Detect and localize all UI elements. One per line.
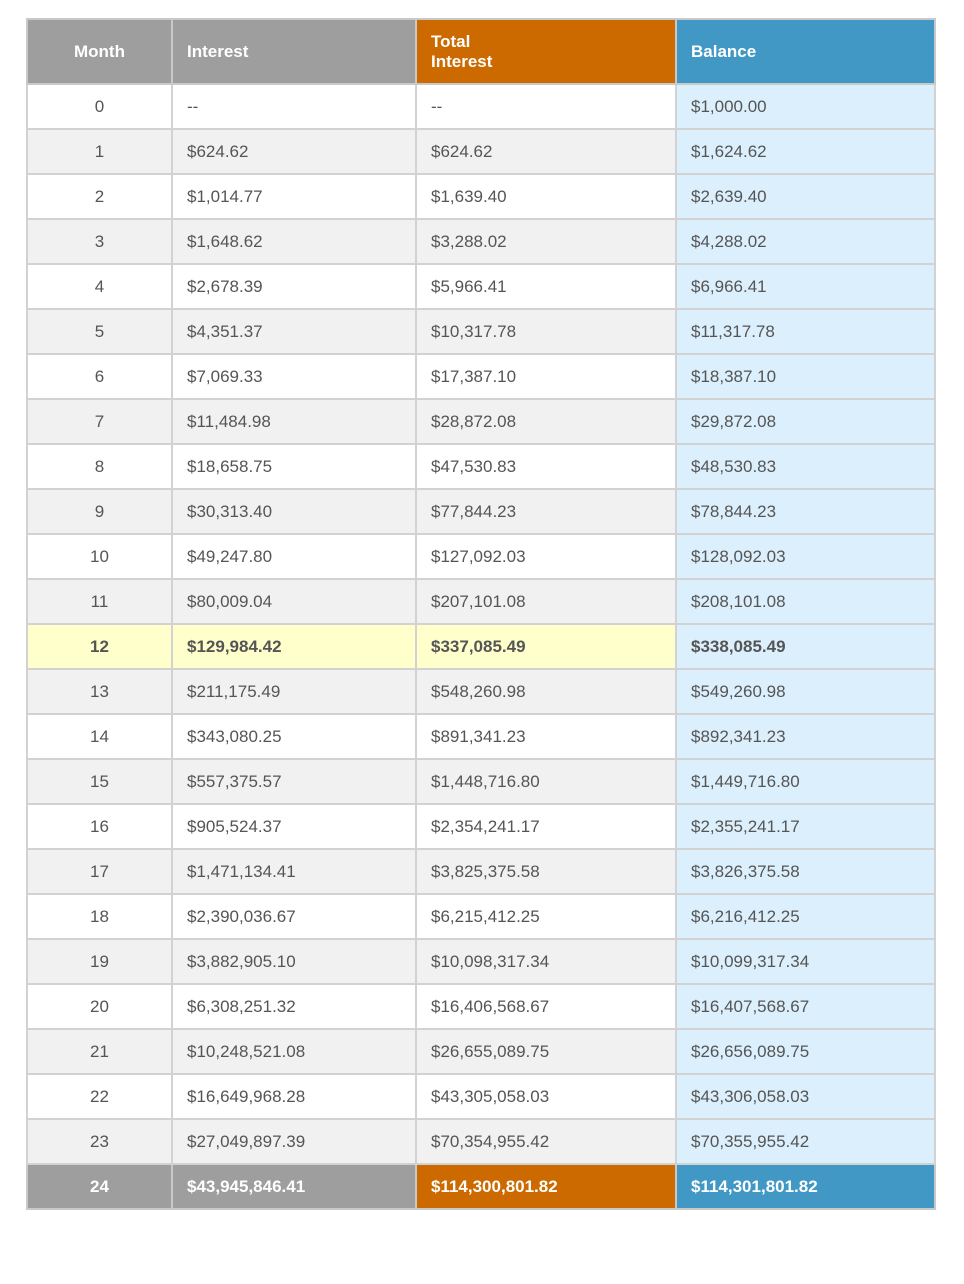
month-cell: 18: [27, 894, 172, 939]
total-interest-cell: $127,092.03: [416, 534, 676, 579]
balance-cell: $4,288.02: [676, 219, 935, 264]
total-interest-cell: $16,406,568.67: [416, 984, 676, 1029]
balance-cell: $26,656,089.75: [676, 1029, 935, 1074]
interest-cell: $80,009.04: [172, 579, 416, 624]
month-cell: 11: [27, 579, 172, 624]
total-interest-cell: $3,825,375.58: [416, 849, 676, 894]
interest-cell: $16,649,968.28: [172, 1074, 416, 1119]
table-row: [27, 219, 935, 264]
month-cell: 6: [27, 354, 172, 399]
footer-total-interest-cell: $114,300,801.82: [416, 1164, 676, 1209]
table-row: [27, 849, 935, 894]
month-cell: 15: [27, 759, 172, 804]
table-row: [27, 399, 935, 444]
interest-cell: $11,484.98: [172, 399, 416, 444]
table-row: [27, 624, 935, 669]
total-interest-cell: $17,387.10: [416, 354, 676, 399]
balance-cell: $1,624.62: [676, 129, 935, 174]
table-footer: [27, 1164, 935, 1209]
footer-balance-cell: $114,301,801.82: [676, 1164, 935, 1209]
table-body: [27, 84, 935, 1164]
table-row: [27, 984, 935, 1029]
month-cell: 10: [27, 534, 172, 579]
table-row: [27, 714, 935, 759]
balance-column-header: Balance: [676, 19, 935, 84]
month-cell: 9: [27, 489, 172, 534]
month-cell: 12: [27, 624, 172, 669]
month-cell: 0: [27, 84, 172, 129]
table-row: [27, 174, 935, 219]
balance-cell: $1,000.00: [676, 84, 935, 129]
interest-cell: $2,390,036.67: [172, 894, 416, 939]
total-interest-cell: $891,341.23: [416, 714, 676, 759]
interest-cell: $211,175.49: [172, 669, 416, 714]
interest-cell: --: [172, 84, 416, 129]
compound-interest-table: [26, 18, 936, 1210]
month-cell: 16: [27, 804, 172, 849]
interest-cell: $1,471,134.41: [172, 849, 416, 894]
total-interest-cell: $1,448,716.80: [416, 759, 676, 804]
footer-row: [27, 1164, 935, 1209]
total-interest-cell: $10,317.78: [416, 309, 676, 354]
table-row: [27, 1029, 935, 1074]
interest-cell: $49,247.80: [172, 534, 416, 579]
interest-cell: $27,049,897.39: [172, 1119, 416, 1164]
total-interest-cell: $10,098,317.34: [416, 939, 676, 984]
header-row: [27, 19, 935, 84]
table-row: [27, 309, 935, 354]
interest-cell: $905,524.37: [172, 804, 416, 849]
table-row: [27, 84, 935, 129]
month-cell: 3: [27, 219, 172, 264]
total-interest-cell: $1,639.40: [416, 174, 676, 219]
table-row: [27, 1119, 935, 1164]
total-interest-header-line: Total: [431, 31, 471, 51]
interest-cell: $129,984.42: [172, 624, 416, 669]
month-cell: 19: [27, 939, 172, 984]
table-row: [27, 669, 935, 714]
total-interest-cell: $337,085.49: [416, 624, 676, 669]
interest-cell: $3,882,905.10: [172, 939, 416, 984]
total-interest-cell: $624.62: [416, 129, 676, 174]
month-cell: 21: [27, 1029, 172, 1074]
table-row: [27, 264, 935, 309]
month-cell: 20: [27, 984, 172, 1029]
interest-cell: $6,308,251.32: [172, 984, 416, 1029]
total-interest-cell: $77,844.23: [416, 489, 676, 534]
month-cell: 7: [27, 399, 172, 444]
total-interest-cell: $5,966.41: [416, 264, 676, 309]
month-cell: 5: [27, 309, 172, 354]
total-interest-cell: $43,305,058.03: [416, 1074, 676, 1119]
total-interest-column-header: [416, 19, 676, 84]
table-row: [27, 489, 935, 534]
total-interest-cell: $207,101.08: [416, 579, 676, 624]
table-row: [27, 1074, 935, 1119]
balance-cell: $892,341.23: [676, 714, 935, 759]
interest-cell: $343,080.25: [172, 714, 416, 759]
balance-cell: $70,355,955.42: [676, 1119, 935, 1164]
table-header: [27, 19, 935, 84]
interest-cell: $1,648.62: [172, 219, 416, 264]
balance-cell: $18,387.10: [676, 354, 935, 399]
balance-cell: $16,407,568.67: [676, 984, 935, 1029]
total-interest-cell: --: [416, 84, 676, 129]
interest-cell: $2,678.39: [172, 264, 416, 309]
table-row: [27, 444, 935, 489]
interest-cell: $557,375.57: [172, 759, 416, 804]
balance-cell: $208,101.08: [676, 579, 935, 624]
total-interest-header-line: Interest: [431, 51, 493, 71]
interest-table-container: [26, 18, 934, 1210]
balance-cell: $6,216,412.25: [676, 894, 935, 939]
balance-cell: $11,317.78: [676, 309, 935, 354]
interest-cell: $1,014.77: [172, 174, 416, 219]
month-cell: 8: [27, 444, 172, 489]
total-interest-cell: $2,354,241.17: [416, 804, 676, 849]
balance-cell: $338,085.49: [676, 624, 935, 669]
table-row: [27, 354, 935, 399]
balance-cell: $43,306,058.03: [676, 1074, 935, 1119]
month-cell: 14: [27, 714, 172, 759]
table-row: [27, 534, 935, 579]
interest-column-header: Interest: [172, 19, 416, 84]
balance-cell: $29,872.08: [676, 399, 935, 444]
total-interest-cell: $26,655,089.75: [416, 1029, 676, 1074]
month-cell: 1: [27, 129, 172, 174]
balance-cell: $2,639.40: [676, 174, 935, 219]
interest-cell: $4,351.37: [172, 309, 416, 354]
month-cell: 23: [27, 1119, 172, 1164]
balance-cell: $2,355,241.17: [676, 804, 935, 849]
table-row: [27, 759, 935, 804]
balance-cell: $6,966.41: [676, 264, 935, 309]
total-interest-cell: $70,354,955.42: [416, 1119, 676, 1164]
interest-cell: $624.62: [172, 129, 416, 174]
balance-cell: $10,099,317.34: [676, 939, 935, 984]
table-row: [27, 939, 935, 984]
table-row: [27, 894, 935, 939]
balance-cell: $549,260.98: [676, 669, 935, 714]
total-interest-cell: $3,288.02: [416, 219, 676, 264]
month-cell: 13: [27, 669, 172, 714]
total-interest-cell: $6,215,412.25: [416, 894, 676, 939]
balance-cell: $3,826,375.58: [676, 849, 935, 894]
month-cell: 4: [27, 264, 172, 309]
balance-cell: $78,844.23: [676, 489, 935, 534]
total-interest-cell: $548,260.98: [416, 669, 676, 714]
balance-cell: $1,449,716.80: [676, 759, 935, 804]
month-cell: 17: [27, 849, 172, 894]
footer-interest-cell: $43,945,846.41: [172, 1164, 416, 1209]
interest-cell: $18,658.75: [172, 444, 416, 489]
total-interest-cell: $47,530.83: [416, 444, 676, 489]
total-interest-cell: $28,872.08: [416, 399, 676, 444]
balance-cell: $128,092.03: [676, 534, 935, 579]
month-cell: 22: [27, 1074, 172, 1119]
table-row: [27, 579, 935, 624]
month-cell: 2: [27, 174, 172, 219]
table-row: [27, 804, 935, 849]
footer-month-cell: 24: [27, 1164, 172, 1209]
interest-cell: $10,248,521.08: [172, 1029, 416, 1074]
table-row: [27, 129, 935, 174]
interest-cell: $7,069.33: [172, 354, 416, 399]
balance-cell: $48,530.83: [676, 444, 935, 489]
interest-cell: $30,313.40: [172, 489, 416, 534]
month-column-header: Month: [27, 19, 172, 84]
